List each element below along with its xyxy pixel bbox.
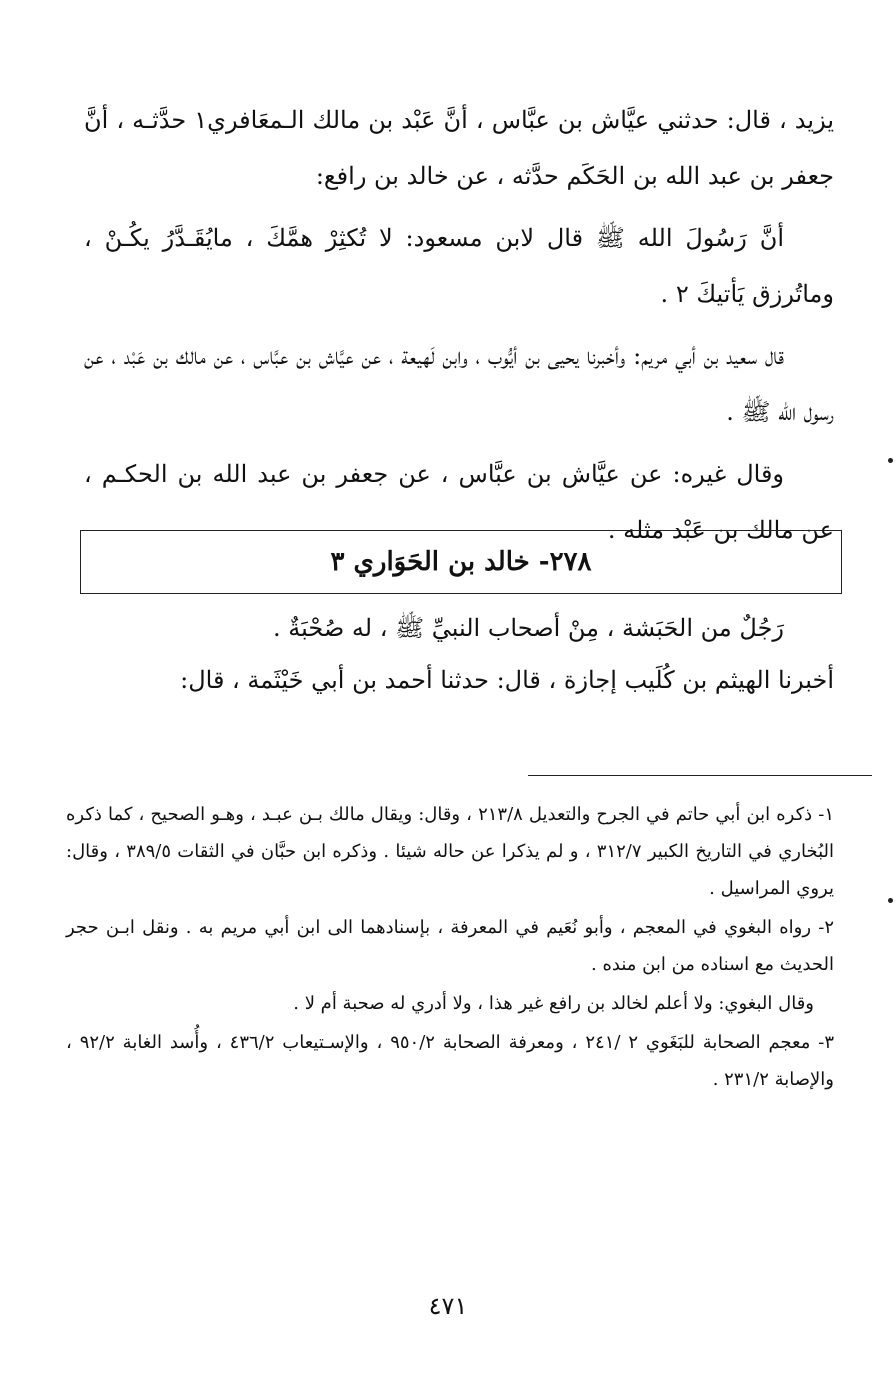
- footnote: ١- ذكره ابن أبي حاتم في الجرح والتعديل ٢١٣/٨ ، وقال: ويقال مالك بـن عبـد ، وهـو الصحيح ، كما ذكره البُخاري في التاريخ الكبير ٣١٢/٧ ، و لم يذكرا عن حاله شيئا . وذكره ابن حبَّان في الثقات ٣٨٩/٥ ، وقال: يروي المراسيل .: [66, 804, 834, 899]
- page-number: ٤٧١: [428, 1292, 468, 1320]
- main-paragraph: يزيد ، قال: حدثني عيَّاش بن عبَّاس ، أنَّ عَبْد بن مالك الـمعَافري١ حدَّثـه ، أنَّ جعفر بن عبد الله بن الحَكَم حدَّثه ، عن خالد بن رافع:: [84, 106, 835, 190]
- entry-paragraph: أخبرنا الهيثم بن كُلَيب إجازة ، قال: حدثنا أحمد بن أبي خَيْثَمة ، قال:: [180, 666, 834, 694]
- entry-heading: ٢٧٨- خالد بن الحَوَاري ٣: [80, 530, 842, 594]
- entry-text: [84, 602, 834, 706]
- main-paragraph: وقال غيره: عن عيَّاش بن عبَّاس ، عن جعفر بن عبد الله بن الحكـم ، عن مالك بن عَبْد مثله .: [84, 460, 834, 544]
- footnote: وقال البغوي: ولا أعلم لخالد بن رافع غير هذا ، ولا أدري له صحبة أم لا .: [293, 993, 814, 1014]
- footnote: ٢- رواه البغوي في المعجم ، وأبو نُعَيم في المعرفة ، بإسنادهما الى ابن أبي مريم به . ونقل ابـن حجر الحديث مع اسناده من ابن منده .: [66, 917, 834, 975]
- scan-mark: [888, 898, 893, 903]
- footnotes: [66, 796, 834, 1100]
- scan-mark: [888, 458, 893, 463]
- main-text: [84, 92, 834, 564]
- footnote-separator: [528, 775, 872, 776]
- main-paragraph: أنَّ رَسُولَ الله ﷺ قال لابن مسعود: لا تُكثِرْ همَّكَ ، مايُقَـدَّرُ يكُـنْ ، وماتُرزق يَأتيكَ ٢ .: [84, 224, 834, 308]
- main-paragraph: قال سعيد بن أبي مريم: وأخبرنا يحيى بن أيُّوب ، وابن لَهيعة ، عن عيَّاش بن عبَّاس ، عن مالك بن عَبْد ، عن رسول الله ﷺ .: [84, 342, 834, 426]
- footnote: ٣- معجم الصحابة للبَغَوي ٢ /٢٤١ ، ومعرفة الصحابة ٩٥٠/٢ ، والإسـتيعاب ٤٣٦/٢ ، وأُسد الغابة ٩٢/٢ ، والإصابة ٢٣١/٢ .: [66, 1032, 835, 1090]
- entry-paragraph: رَجُلٌ من الحَبَشة ، مِنْ أصحاب النبيِّ ﷺ ، له صُحْبَةٌ .: [273, 614, 784, 642]
